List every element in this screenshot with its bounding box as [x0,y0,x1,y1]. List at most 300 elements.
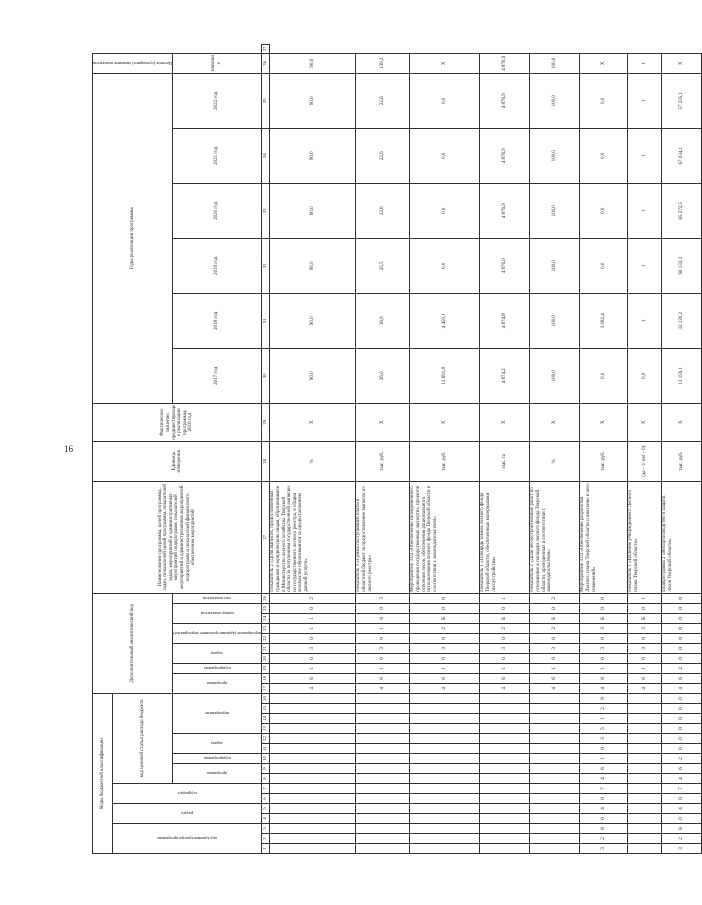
column-number: 33 [262,183,270,238]
row-unit: тыс. руб. [410,441,480,481]
extra-task-label: задача [211,651,223,657]
column-number: 3 [262,824,270,834]
column-number: 31 [262,293,270,348]
column-number: 9 [262,764,270,774]
column-number: 34 [262,128,270,183]
row-2020: 0,0 [410,183,480,238]
code-digit: 1 [580,663,628,673]
code-digit [356,794,410,804]
code-digit [628,774,662,784]
table-row [480,45,530,854]
code-digit [480,744,530,754]
code-digit [270,794,356,804]
table-row [410,45,480,854]
code-digit: 0 [480,653,530,663]
code-digit [410,784,480,794]
row-2020: 65 272,5 [662,183,702,238]
code-digit [356,804,410,814]
code-digit: 1 [480,663,530,673]
table-row [356,45,410,854]
code-digit: 2 [530,593,580,603]
code-digit: 0 [410,653,480,663]
code-digit: 2 [270,593,356,603]
code-digit: Б [580,613,628,623]
row-2018: 1 [628,293,662,348]
code-digit [270,744,356,754]
row-name: Мероприятие 3.03 «Обеспечение разработки Лесного плана Тверской области и внесение в него изменений» [580,481,628,593]
code-digit: 2 [580,704,628,714]
column-number: 26 [262,593,270,603]
code-digit: 0 [662,623,702,633]
task-header [172,734,261,754]
row-2017: 0,0 [628,348,662,403]
extra-code-header: Дополнительный аналитический код [93,593,173,693]
code-digit: Б [480,613,530,623]
code-digit [530,764,580,774]
code-digit [410,714,480,724]
code-digit [530,714,580,724]
code-digit: 7 [662,784,702,794]
column-number: 24 [262,613,270,623]
column-number: 20 [262,653,270,663]
code-digit: 1 [356,663,410,673]
code-digit: Б [530,613,580,623]
code-digit: 3 [480,643,530,653]
code-digit: 1 [580,754,628,764]
row-2022: 22,6 [356,73,410,128]
code-digit: 4 [356,683,410,693]
code-digit [628,744,662,754]
code-digit [530,744,580,754]
code-digit [270,824,356,834]
code-digit: 1 [628,663,662,673]
row-unit: тыс. руб. [580,441,628,481]
column-number: 17 [262,683,270,693]
code-digit [410,814,480,824]
row-2021: 0,0 [580,128,628,183]
column-number: 4 [262,814,270,824]
code-digit: 4 [580,774,628,784]
row-2019: 1 [628,238,662,293]
code-digit: 8 [356,613,410,623]
row-2022: 0,0 [410,73,480,128]
code-digit [270,764,356,774]
row-final: 90,0 [270,53,356,73]
year2-header: 2018 год [172,293,261,348]
code-digit [530,693,580,703]
row-name: Показатель 3 «Сумма поступившей платы в областной бюджет за предоставление выписок из лесного реестра» [356,481,410,593]
code-digit: 3 [580,734,628,744]
row-2019: 100,0 [530,238,580,293]
row-2020: 1 [628,183,662,238]
row-2022: 0,0 [580,73,628,128]
code-digit [628,804,662,814]
code-digit: Б [410,613,480,623]
row-2021: 100,0 [530,128,580,183]
code-digit [480,784,530,794]
code-digit [480,704,530,714]
task-label: задача [211,741,223,747]
column-number: 7 [262,784,270,794]
code-digit [410,704,480,714]
row-2019: 0,0 [410,238,480,293]
row-2022: 90,0 [270,73,356,128]
code-digit: 0 [662,613,702,623]
code-digit [480,794,530,804]
code-digit [480,734,530,744]
column-number: 28 [262,441,270,481]
code-digit [480,804,530,814]
row-base: X [628,403,662,441]
code-digit [628,834,662,844]
code-digit: 0 [580,633,628,643]
code-digit: 4 [580,683,628,693]
code-digit: 0 [580,744,628,754]
code-digit: 4 [662,804,702,814]
code-digit: 4 [628,683,662,693]
code-digit [628,814,662,824]
row-final: X [662,53,702,73]
code-digit: 0 [580,794,628,804]
row-name: Мероприятие 3.02 «Обеспечение своевременного проведения государственных экспертиз, проектов освоения лесов, обеспечения рационального использования лесного фонда Тверской области в соответствии с законодательством» [410,481,480,593]
code-digit [480,824,530,834]
code-digit: 8 [662,824,702,834]
row-2020: 4 876,9 [480,183,530,238]
code-digit: 2 [580,834,628,844]
column-number: 36 [262,53,270,73]
extra-number-label: номер показателя [200,611,234,617]
code-digit [530,794,580,804]
row-2018: 3 082,4 [580,293,628,348]
row-base: X [410,403,480,441]
code-digit [270,814,356,824]
code-digit: 0 [662,643,702,653]
code-digit: 0 [628,653,662,663]
row-2018: 100,0 [530,293,580,348]
code-digit: 3 [410,643,480,653]
code-digit: 0 [530,653,580,663]
row-base: X [662,403,702,441]
code-digit: 3 [356,593,410,603]
row-2018: 4 874,8 [480,293,530,348]
row-2018: 16,9 [356,293,410,348]
name-column-header: Наименование программы, целей программы, задач, показателей целей программы, показателей задач, мероприятий и административных мероприятий подпрограмм, показателей мероприятий и административных мероприятий подпрограмм и показателей финансового обеспечения мероприятий [93,481,262,593]
admin-code-header [113,824,262,854]
year3-header: 2019 год [172,238,261,293]
row-base: X [356,403,410,441]
code-digit: 2 [410,623,480,633]
code-digit [410,794,480,804]
code-digit: 0 [628,633,662,643]
column-numbering-row [262,45,270,854]
column-number: 18 [262,673,270,683]
column-number: 21 [262,643,270,653]
code-digit [628,714,662,724]
year5-header: 2021 год [172,128,261,183]
code-digit: 1 [628,593,662,603]
program-header [172,764,261,784]
code-digit [270,714,356,724]
column-number: 22 [262,633,270,643]
code-digit [480,724,530,734]
code-digit: 0 [356,653,410,663]
row-2019: 0,0 [580,238,628,293]
extra-subprogram-label: подпрограмма [203,666,231,672]
code-digit [410,724,480,734]
code-digit: 0 [356,603,410,613]
rotated-table-sheet [92,44,685,854]
table-row [270,45,356,854]
row-unit: % [270,441,356,481]
column-number: 30 [262,348,270,403]
row-2021: 1 [628,128,662,183]
code-digit: 0 [662,714,702,724]
code-digit: 3 [662,844,702,854]
code-digit [356,744,410,754]
code-digit: 3 [580,643,628,653]
code-digit: 1 [356,623,410,633]
code-digit: 3 [628,643,662,653]
column-number: 29 [262,403,270,441]
code-digit: 9 [580,693,628,703]
code-digit: 2 [662,663,702,673]
row-2021: 4 876,9 [480,128,530,183]
column-number: 27 [262,481,270,593]
row-final: 139,2 [356,53,410,73]
code-digit: 4 [662,774,702,784]
code-digit [356,724,410,734]
row-2022: 4 876,9 [480,73,530,128]
code-digit [530,774,580,784]
code-digit: 6 [480,673,530,683]
row-final: 4 876,9 [480,53,530,73]
subprogram-label: подпрограмма [203,756,231,762]
row-unit: тыс. руб. [356,441,410,481]
code-digit: 7 [580,784,628,794]
row-2021: 22,6 [356,128,410,183]
code-digit [530,754,580,764]
code-digit [356,714,410,724]
row-2022: 57 235,1 [662,73,702,128]
column-number: 12 [262,734,270,744]
code-digit [628,724,662,734]
table-row [628,45,662,854]
code-digit [530,704,580,714]
row-2018: 90,0 [270,293,356,348]
code-digit: 0 [662,794,702,804]
row-2022: 100,0 [530,73,580,128]
column-number: 16 [262,693,270,703]
row-2020: 90,0 [270,183,356,238]
program-indicators-table [92,44,702,854]
code-digit: 1 [530,663,580,673]
column-number: 32 [262,238,270,293]
code-digit: 6 [662,764,702,774]
column-number: 6 [262,794,270,804]
row-2017: 26,0 [356,348,410,403]
code-digit [270,774,356,784]
extra-subprogram-header [172,663,261,673]
code-digit [356,774,410,784]
code-digit [270,804,356,814]
final-column-header [93,53,173,73]
code-digit [270,693,356,703]
code-digit [270,754,356,764]
code-digit: 6 [580,673,628,683]
extra-number-header [172,603,261,623]
code-digit: 0 [270,653,356,663]
code-digit: 0 [480,603,530,613]
code-digit: 4 [410,683,480,693]
code-digit [480,774,530,784]
row-2022: 1 [628,73,662,128]
code-digit: 1 [270,623,356,633]
code-digit [530,814,580,824]
extra-task-header [172,643,261,663]
year1-header: 2017 год [172,348,261,403]
code-digit: 1 [410,663,480,673]
code-digit: 0 [580,653,628,663]
row-name: Показатель 1 «Наличие утвержденного Лесного плана Тверской области» [628,481,662,593]
code-digit: 2 [530,623,580,633]
code-digit: 0 [530,603,580,613]
code-digit: 3 [580,623,628,633]
code-digit [480,764,530,774]
podrazdel-header [113,784,262,804]
page-number: 16 [64,444,73,454]
row-name: Показатель 1 «Площадь земель лесного фонда Тверской области, обеспеченных материалами лесоустройства» [480,481,530,593]
row-2021: 67 034,1 [662,128,702,183]
row-name: Показатель 2 «Доля выписок, предоставленных гражданам и юридическим лицам, обратившимся в Министерство лесного хозяйства Тверской области за получением государственной выписки из государственного лесного реестра, в общем количестве обратившихся за предоставлением данной услуги» [270,481,356,593]
code-digit: 0 [662,744,702,754]
years-header: Годы реализации программы [93,73,173,403]
row-final: X [410,53,480,73]
code-digit [480,693,530,703]
code-digit: 0 [662,633,702,643]
razdel-header [113,804,262,824]
code-digit: 2 [662,834,702,844]
code-digit: 0 [662,693,702,703]
table-row [662,45,702,854]
row-name: Показатель 2 «Доля лесоустроительных работ по отношению к площади лесного фонда Тверской области, проведенных в соответствии с законодательством» [530,481,580,593]
code-digit: 0 [270,603,356,613]
code-digit: 0 [580,603,628,613]
code-digit: 0 [410,593,480,603]
target-item-header: код целевой статьи расхода бюджета [113,693,173,783]
code-digit: 0 [410,603,480,613]
extra-program-label: программа [206,681,228,687]
code-digit [270,844,356,854]
table-row [530,45,580,854]
code-digit: 2 [480,623,530,633]
code-digit: 8 [580,824,628,834]
code-digit: 1 [270,663,356,673]
row-2018: 32 120,2 [662,293,702,348]
code-digit [628,784,662,794]
event-header [172,693,261,733]
code-digit [356,844,410,854]
code-digit [628,844,662,854]
code-digit: 0 [530,633,580,643]
code-digit: Б [628,613,662,623]
code-digit [356,824,410,834]
final-title: Целевое (суммарное) значение показателя [93,61,172,67]
table-row [580,45,628,854]
column-number: 25 [262,603,270,613]
code-digit: 4 [270,683,356,693]
base-column-header: Фактическое значение, предшествующее реализации программы, 2016 год [93,403,262,441]
row-2017: 4 874,2 [480,348,530,403]
code-digit: 0 [662,704,702,714]
code-digit [530,834,580,844]
row-2020: 100,0 [530,183,580,238]
code-digit [356,764,410,774]
row-2021: 0,0 [410,128,480,183]
event-label: мероприятие [204,711,230,717]
column-number: 15 [262,704,270,714]
code-digit: 0 [662,653,702,663]
row-2019: 90 132,3 [662,238,702,293]
code-digit: 0 [628,603,662,613]
code-digit [530,784,580,794]
code-digit: 6 [530,673,580,683]
code-digit [530,804,580,814]
code-digit [410,744,480,754]
code-digit [410,764,480,774]
column-number: 1 [262,844,270,854]
code-digit [356,754,410,764]
code-digit: 6 [270,673,356,683]
code-digit [356,734,410,744]
row-final: 100,0 [530,53,580,73]
code-digit: 3 [270,643,356,653]
unit-column-header: Единица измерения [93,441,262,481]
code-digit: 0 [580,814,628,824]
code-digit: 4 [530,683,580,693]
row-2017: 12 691,8 [410,348,480,403]
row-2017: 100,0 [530,348,580,403]
code-digit [270,724,356,734]
code-digit: 6 [356,673,410,683]
column-number: 8 [262,774,270,784]
code-digit [480,834,530,844]
code-digit: 0 [356,633,410,643]
row-2018: 4 450,1 [410,293,480,348]
row-2020: 0,0 [580,183,628,238]
code-digit [270,784,356,794]
code-digit [628,693,662,703]
row-2017: 90,0 [270,348,356,403]
code-digit: 3 [530,643,580,653]
code-digit: 3 [628,623,662,633]
row-2017: 0,0 [580,348,628,403]
row-final: X [580,53,628,73]
code-digit [270,704,356,714]
code-digit [480,714,530,724]
code-digit: 3 [356,643,410,653]
extra-program-header [172,673,261,693]
code-digit: 0 [410,633,480,643]
code-digit [356,814,410,824]
code-digit [480,754,530,764]
code-digit [270,834,356,844]
row-unit: тыс. руб. [662,441,702,481]
code-digit [410,693,480,703]
code-digit [410,834,480,844]
column-number: 19 [262,663,270,673]
column-number: 13 [262,724,270,734]
code-digit [530,724,580,734]
